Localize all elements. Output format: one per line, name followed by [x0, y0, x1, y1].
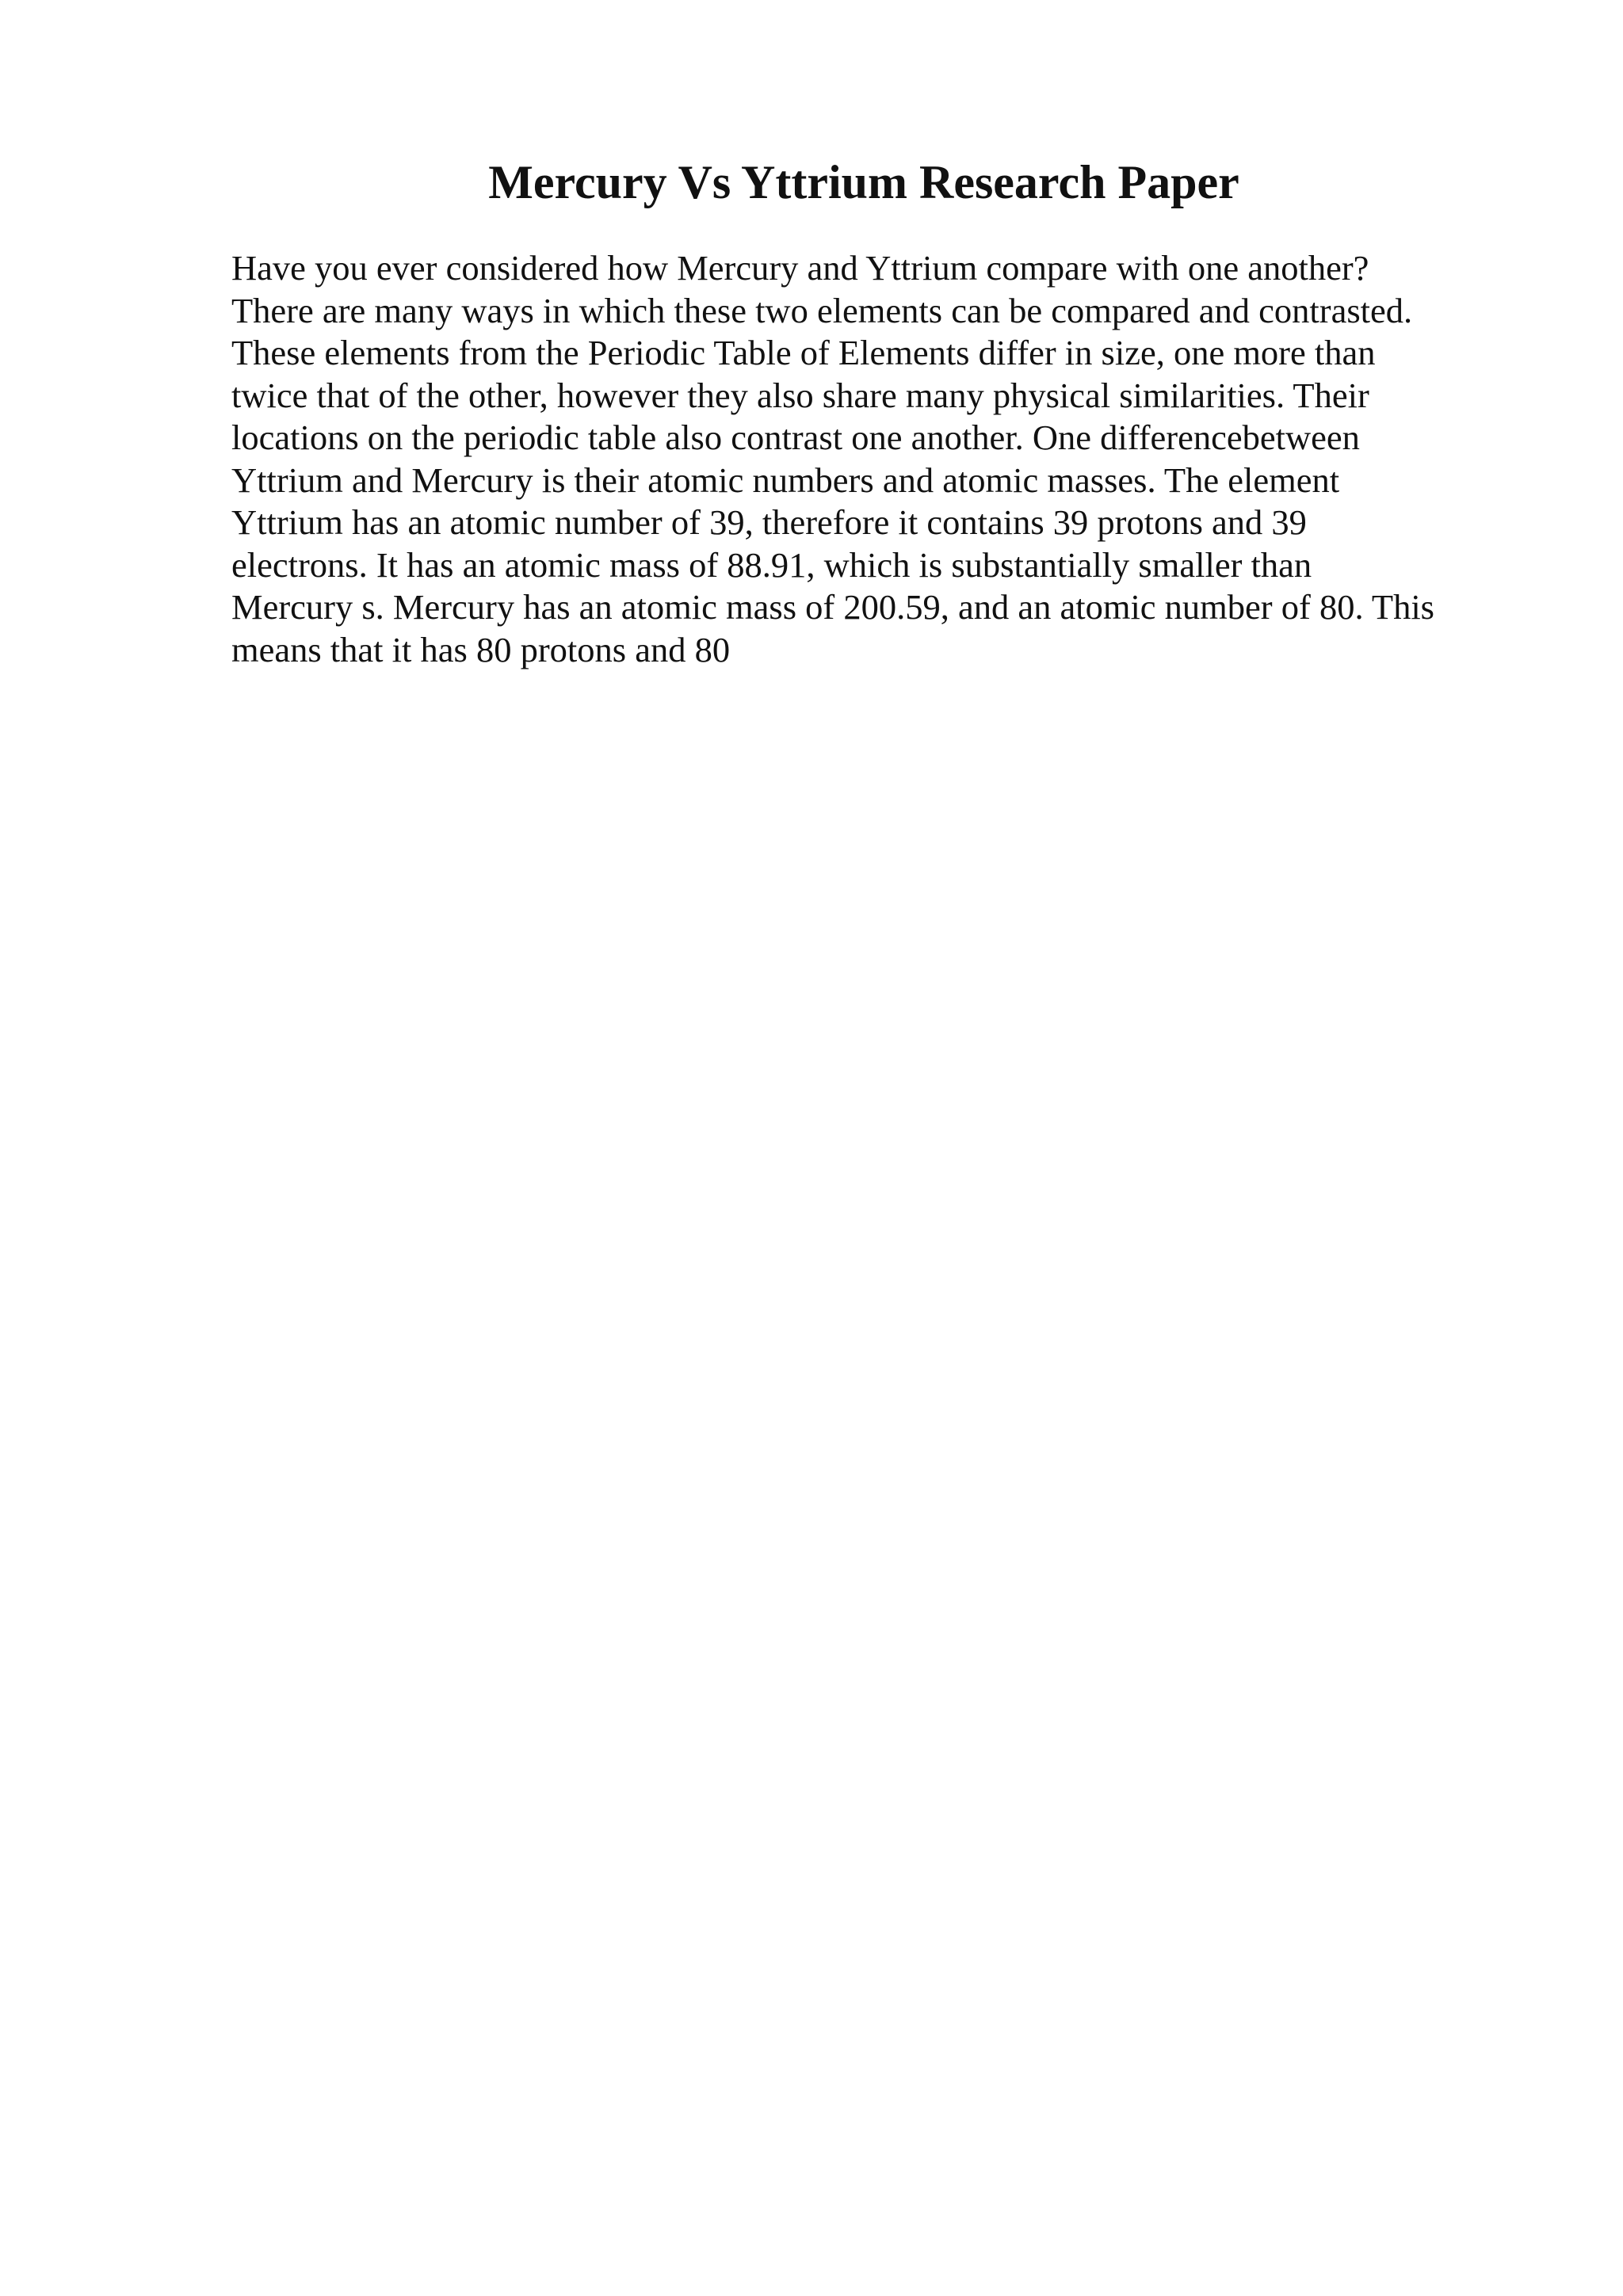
text-line: electrons. It has an atomic mass of 88.91, which is substantially smaller than [231, 544, 1312, 585]
text-line: Have you ever considered how Mercury and Yttrium compare with one another? [231, 248, 1369, 288]
text-line: Yttrium and Mercury is their atomic numbers and atomic masses. The element [231, 460, 1340, 500]
text-line: There are many ways in which these two elements can be compared and contrasted. [231, 290, 1413, 330]
text-line: locations on the periodic table also contrast one another. One differencebetween [231, 418, 1360, 457]
text-line: twice that of the other, however they also share many physical similarities. Their [231, 375, 1369, 415]
text-line: means that it has 80 protons and 80 [231, 629, 731, 669]
text-line: Yttrium has an atomic number of 39, therefore it contains 39 protons and 39 [231, 502, 1307, 542]
text-line: These elements from the Periodic Table of Elements differ in size, one more than [231, 333, 1376, 372]
body-paragraph [231, 247, 1594, 671]
document-title: Mercury Vs Yttrium Research Paper [488, 156, 1239, 208]
text-line: Mercury s. Mercury has an atomic mass of 200.59, and an atomic number of 80. This [231, 587, 1434, 627]
